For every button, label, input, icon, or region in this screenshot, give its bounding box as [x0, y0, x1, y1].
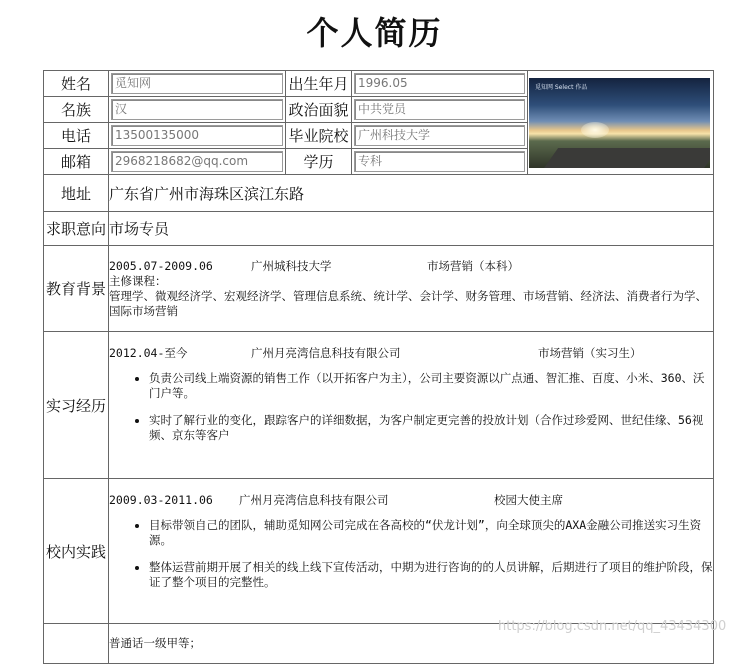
- photo-cell: [528, 71, 714, 175]
- campus-period: 2009.03-2011.06: [109, 493, 213, 507]
- education-courses-title: 主修课程：: [109, 273, 167, 288]
- skills-content: 普通话一级甲等；: [109, 624, 714, 664]
- page-title: 个人简历: [306, 14, 443, 52]
- school-input[interactable]: 广州科技大学: [354, 125, 525, 146]
- ethnic-input[interactable]: 汉: [111, 99, 283, 120]
- profile-photo: [529, 78, 710, 168]
- campus-company: 广州月亮湾信息科技有限公司: [239, 493, 389, 507]
- internship-company: 广州月亮湾信息科技有限公司: [251, 346, 401, 360]
- watermark: https://blog.csdn.net/qq_43434300: [498, 619, 727, 634]
- list-item: • 目标带领自己的团队，辅助觅知网公司完成在各高校的“伏龙计划”，向全球顶尖的AXA金融公司推送实习生资源。: [149, 518, 713, 548]
- degree-input[interactable]: 专科: [354, 151, 525, 172]
- photo-logo: 觅知网 Select 作品: [535, 83, 588, 91]
- ethnic-label: 名族: [44, 97, 109, 123]
- name-input[interactable]: 觅知网: [111, 73, 283, 94]
- school-label: 毕业院校: [286, 123, 352, 149]
- internship-label: 实习经历: [44, 332, 109, 479]
- internship-role: 市场营销（实习生）: [538, 346, 642, 360]
- education-school: 广州城科技大学: [251, 258, 332, 273]
- campus-label: 校内实践: [44, 479, 109, 624]
- degree-label: 学历: [286, 149, 352, 175]
- intent-label: 求职意向: [44, 212, 109, 246]
- address-value: 广东省广州市海珠区滨江东路: [109, 175, 714, 212]
- phone-label: 电话: [44, 123, 109, 149]
- political-input[interactable]: 中共党员: [354, 99, 525, 120]
- political-label: 政治面貌: [286, 97, 352, 123]
- education-major: 市场营销（本科）: [427, 258, 519, 273]
- internship-content: [109, 332, 714, 479]
- education-period: 2005.07-2009.06: [109, 258, 213, 273]
- internship-list: [109, 371, 713, 443]
- photo-road: [540, 148, 710, 168]
- list-item: • 实时了解行业的变化，跟踪客户的详细数据，为客户制定更完善的投放计划（合作过珍爱网、世纪佳缘、56视频、京东等客户: [149, 413, 713, 443]
- campus-content: [109, 479, 714, 624]
- intent-value: 市场专员: [109, 212, 714, 246]
- list-item: • 负责公司线上端资源的销售工作（以开拓客户为主），公司主要资源以广点通、智汇推、百度、小米、360、沃门户等。: [149, 371, 713, 401]
- campus-list: [109, 518, 713, 590]
- education-courses: 管理学、微观经济学、宏观经济学、管理信息系统、统计学、会计学、财务管理、市场营销、经济法、消费者行为学、国际市场营销: [109, 288, 707, 318]
- photo-sun: [581, 122, 609, 138]
- phone-input[interactable]: 13500135000: [111, 125, 283, 146]
- birth-input[interactable]: 1996.05: [354, 73, 525, 94]
- internship-period: 2012.04-至今: [109, 346, 188, 360]
- name-label: 姓名: [44, 71, 109, 97]
- email-input[interactable]: 2968218682@qq.com: [111, 151, 283, 172]
- list-item: • 整体运营前期开展了相关的线上线下宣传活动，中期为进行咨询的的人员讲解，后期进行了项目的维护阶段，保证了整个项目的完整性。: [149, 560, 713, 590]
- education-label: 教育背景: [44, 246, 109, 332]
- email-label: 邮箱: [44, 149, 109, 175]
- education-content: [109, 246, 714, 332]
- resume-table: [43, 70, 714, 664]
- address-label: 地址: [44, 175, 109, 212]
- skills-label: [44, 624, 109, 664]
- campus-role: 校园大使主席: [494, 493, 563, 507]
- birth-label: 出生年月: [286, 71, 352, 97]
